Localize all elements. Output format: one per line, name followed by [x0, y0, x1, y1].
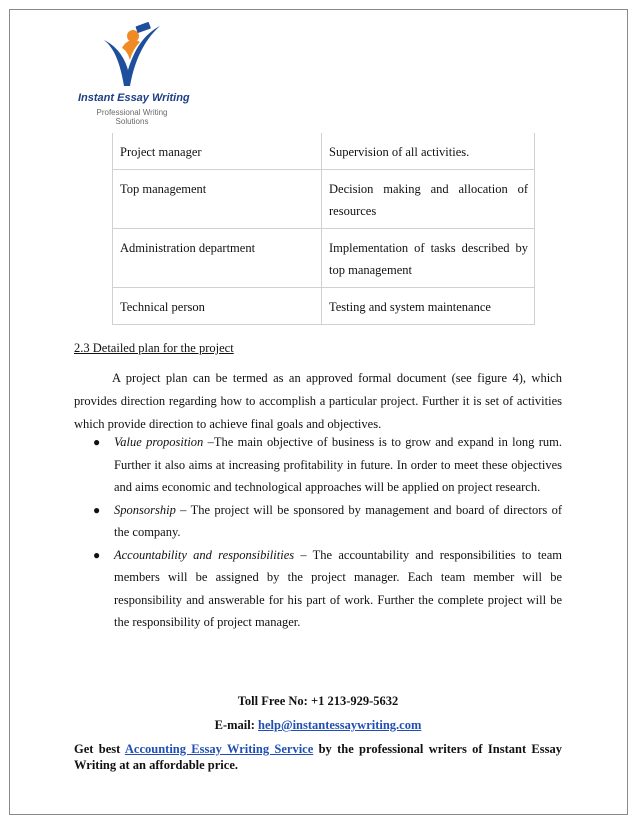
intro-paragraph: A project plan can be termed as an approved formal document (see figure 4), which provides direction regarding how to accomplish a particular project. Further it is set of activities which provide direction to achieve final goals and objectives.: [74, 371, 562, 431]
list-item: [74, 431, 562, 499]
role-cell: Technical person: [113, 288, 322, 325]
bullet-term: Accountability and responsibilities: [114, 547, 295, 562]
email-label: E-mail:: [214, 718, 259, 732]
section-heading: 2.3 Detailed plan for the project: [74, 341, 234, 355]
list-item: [74, 499, 562, 544]
table-row: [113, 229, 535, 288]
bullet-icon: ●: [93, 502, 101, 517]
logo-subtitle-2: Solutions: [115, 117, 149, 126]
promo-text: [74, 741, 562, 773]
table-row: [113, 170, 535, 229]
duty-cell: Decision making and allocation of resources: [322, 170, 535, 229]
company-logo: [78, 22, 188, 132]
checkmark-person-icon: [100, 22, 162, 90]
role-cell: Administration department: [113, 229, 322, 288]
role-cell: Top management: [113, 170, 322, 229]
promo-after: by the professional writers of Instant Essay Writing at an affordable price.: [74, 742, 562, 772]
promo-before: Get best: [74, 742, 125, 756]
bullet-term: Sponsorship: [114, 502, 176, 517]
bullet-text: – The accountability and responsibilities to team members will be assigned by the project manager. Each team member will be responsibility and answerable for his part of work. Further the complete project will be the responsibility of project manager.: [114, 547, 562, 629]
bullet-text: – The project will be sponsored by management and board of directors of the company.: [114, 502, 562, 539]
table-row: [113, 288, 535, 325]
duty-cell: Implementation of tasks described by top management: [322, 229, 535, 288]
email-line: [74, 718, 562, 733]
roles-table: [112, 133, 535, 325]
service-link[interactable]: Accounting Essay Writing Service: [124, 742, 314, 756]
bullet-text: –The main objective of business is to grow and expand in long rum. Further it also aims at increasing profitability in future. In order to meet these objectives and aims economic and technological approaches will be applied on project research.: [114, 435, 562, 494]
toll-free-number: Toll Free No: +1 213-929-5632: [237, 694, 399, 708]
duty-cell: Testing and system maintenance: [322, 288, 535, 325]
logo-subtitle: Professional Writing: [96, 108, 168, 117]
bullet-term: Value proposition: [114, 435, 204, 449]
logo-title: Instant Essay Writing: [78, 92, 190, 104]
bullet-icon: ●: [93, 547, 101, 562]
table-row: [113, 133, 535, 170]
bullet-icon: ●: [93, 435, 101, 449]
list-item: [74, 544, 562, 634]
bullet-list: [74, 431, 562, 634]
role-cell: Project manager: [113, 133, 322, 170]
email-link[interactable]: help@instantessaywriting.com: [258, 718, 422, 732]
duty-cell: Supervision of all activities.: [322, 133, 535, 170]
